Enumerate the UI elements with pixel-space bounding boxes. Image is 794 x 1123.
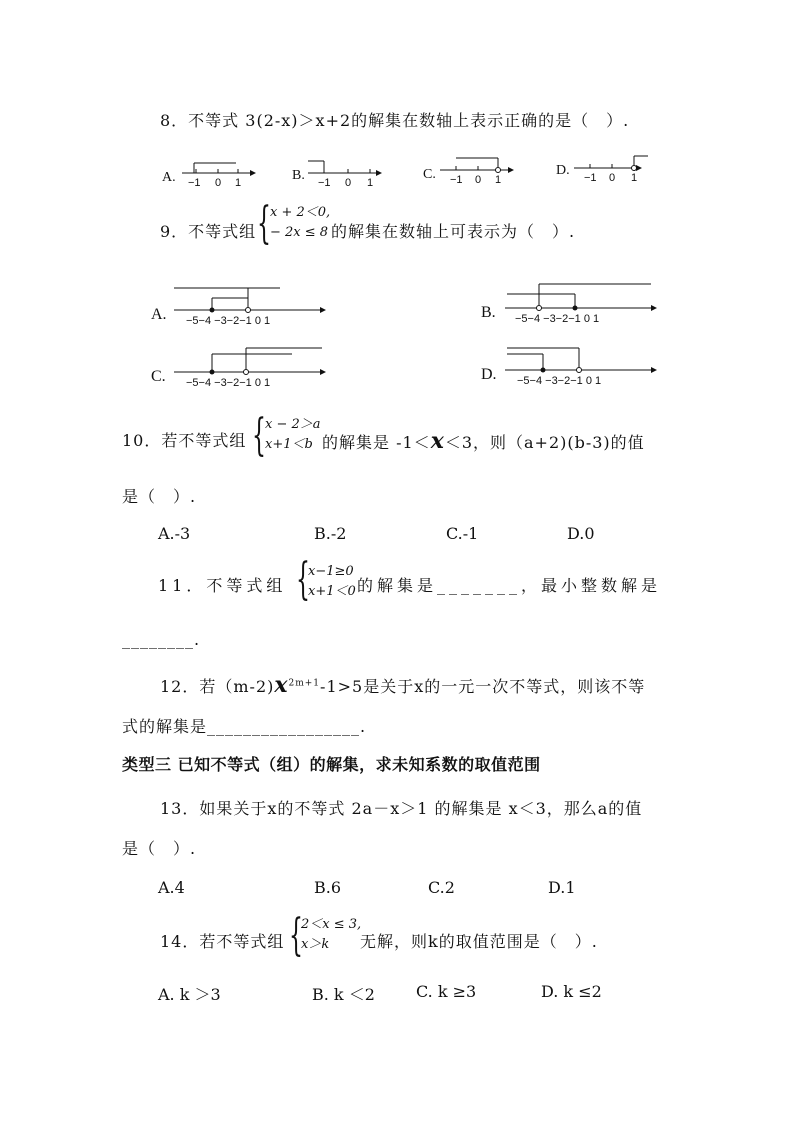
q8-c-tick-neg1: −1 [450,174,463,186]
q14-system-line2: x＞k [301,937,330,952]
q10-tail: ＜3，则（a+2)(b-3)的值 [444,433,645,452]
q9-b-ticks: −5−4 −3−2−1 0 1 [515,313,600,325]
q8-option-a-label[interactable]: A. [162,170,176,185]
q14-system-line1: 2＜x ≤ 3, [301,917,362,932]
q8-d-tick-1: 1 [631,172,638,184]
q12-prefix: 12．若（m-2) [160,677,275,696]
q11-tail: 的解集是_______，最小整数解是 [357,576,662,595]
q14-tail: 无解，则k的取值范围是（ ）. [360,932,598,951]
q12-tail: -1>5是关于x的一元一次不等式，则该不等 [320,677,646,696]
q9-option-d-label[interactable]: D. [481,366,497,383]
q14-prefix: 14．若不等式组 [160,932,285,951]
q8-option-c-label[interactable]: C. [423,167,436,182]
q10-system-line2: x+1＜b [265,437,313,452]
q8-d-tick-0: 0 [609,172,616,184]
q9-option-c-label[interactable]: C. [151,368,166,385]
q13-option-a[interactable]: A.4 [158,878,185,897]
q9-option-a-label[interactable]: A. [151,306,167,323]
q14-option-b[interactable]: B. k ＜2 [312,985,375,1004]
q10-stem [322,428,645,454]
q10-brace: { [252,410,266,461]
q9-brace: { [257,198,271,249]
q8-b-tick-neg1: −1 [318,177,331,189]
q10-option-c[interactable]: C.-1 [446,524,479,543]
q10-option-a[interactable]: A.-3 [158,524,191,543]
q8-c-tick-0: 0 [475,174,482,186]
q14-brace: { [289,910,303,961]
q14-option-c[interactable]: C. k ≥3 [416,982,477,1001]
q8-b-tick-0: 0 [345,177,352,189]
q9-a-number-line [172,280,332,328]
q14-option-d[interactable]: D. k ≤2 [541,982,602,1001]
q8-option-b-label[interactable]: B. [292,168,305,183]
q8-a-tick-neg1: −1 [188,177,201,189]
q9-option-b-label[interactable]: B. [481,304,496,321]
q10-option-d[interactable]: D.0 [567,524,595,543]
q10-option-b[interactable]: B.-2 [314,524,347,543]
q12-x: x [274,672,289,698]
q8-d-number-line [572,150,652,184]
q10-system-line1: x − 2＞a [265,417,321,432]
q8-stem: 8．不等式 3(2-x)＞x+2的解集在数轴上表示正确的是（ ）. [160,111,630,130]
q13-option-d[interactable]: D.1 [548,878,576,897]
q8-a-tick-0: 0 [215,177,222,189]
q8-b-number-line [306,155,386,189]
q12-exponent: 2m+1 [288,678,321,689]
section-heading: 类型三 已知不等式（组）的解集，求未知系数的取值范围 [122,755,541,774]
q11-prefix: 11．不等式组 [158,576,287,595]
q9-c-number-line [172,342,332,390]
q8-option-d-label[interactable]: D. [556,163,570,178]
q13-option-b[interactable]: B.6 [314,878,342,897]
q11-line2: ________. [122,630,201,649]
q9-b-number-line [503,278,663,326]
q8-c-tick-1: 1 [495,174,502,186]
q11-brace: { [296,554,310,605]
q14-system [301,915,361,955]
q13-option-c[interactable]: C.2 [428,878,455,897]
q12-line2: 式的解集是_________________. [122,717,367,736]
q9-prefix: 9．不等式组 [160,222,257,241]
q13-stem: 13．如果关于x的不等式 2a－x＞1 的解集是 x＜3，那么a的值 [160,799,643,818]
q8-b-tick-1: 1 [367,177,374,189]
q9-system [270,203,330,243]
q11-system [308,562,356,602]
q10-mid: 的解集是 -1＜ [322,433,431,452]
q8-c-number-line [438,152,518,186]
q10-prefix: 10．若不等式组 [122,431,247,450]
q9-d-number-line [503,340,663,388]
q11-system-line1: x−1≥0 [308,564,354,579]
q9-system-line1: x + 2＜0, [270,205,331,220]
q9-c-ticks: −5−4 −3−2−1 0 1 [186,377,271,389]
q9-suffix: 的解集在数轴上可表示为（ ）. [331,222,576,241]
q10-x: x [430,428,445,454]
q14-option-a[interactable]: A. k ＞3 [158,985,221,1004]
q10-system [265,415,321,455]
q9-system-line2: − 2x ≤ 8 [270,225,329,240]
q13-line2: 是（ ）. [122,839,197,858]
q8-a-tick-1: 1 [235,177,242,189]
q9-d-ticks: −5−4 −3−2−1 0 1 [517,375,602,387]
q9-a-ticks: −5−4 −3−2−1 0 1 [186,315,271,327]
q8-d-tick-neg1: −1 [584,172,597,184]
q12-stem [160,672,645,698]
q8-a-number-line [180,155,260,189]
q11-system-line2: x+1＜0 [308,584,356,599]
q10-line2: 是（ ）. [122,487,197,506]
